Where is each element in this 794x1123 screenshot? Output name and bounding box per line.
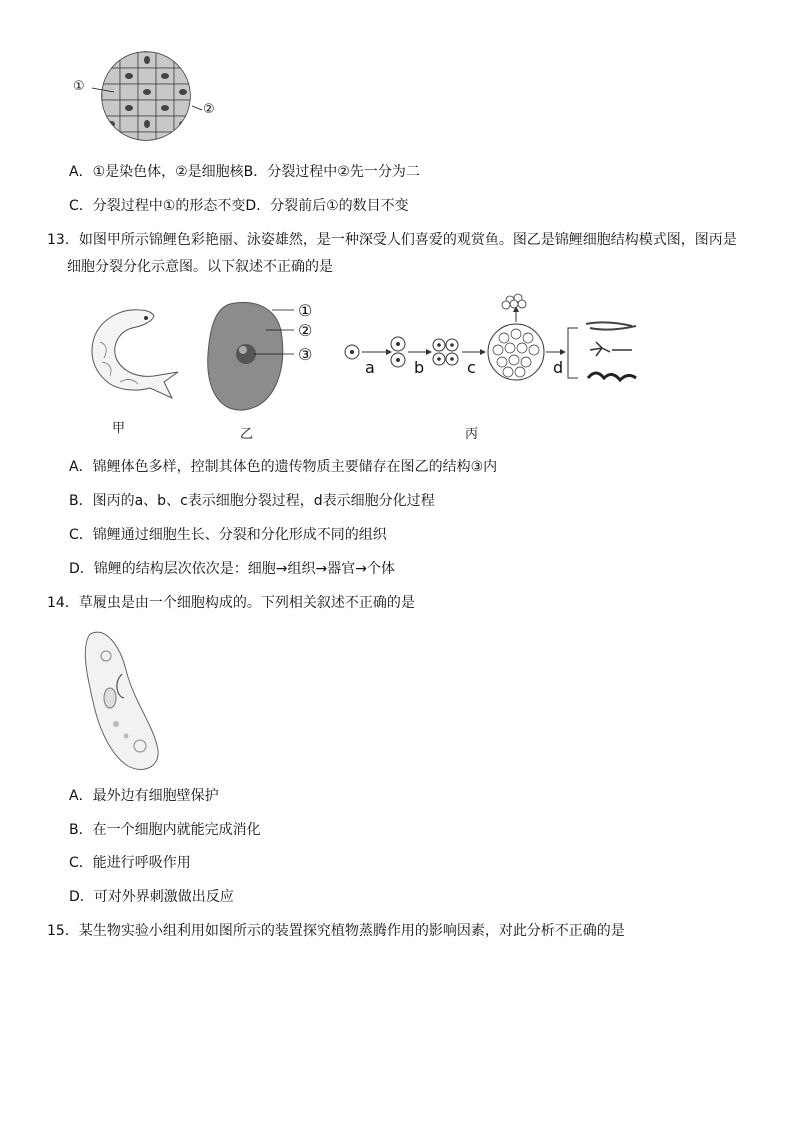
cell-label-1: ① (298, 301, 313, 320)
koi-fish-illustration (80, 302, 186, 402)
paramecium-illustration (76, 626, 166, 776)
q14-option-b: B．在一个细胞内就能完成消化 (69, 822, 261, 838)
fig-yi-caption: 乙 (240, 427, 254, 442)
q14-option-d: D．可对外界刺激做出反应 (69, 889, 234, 905)
q14-option-a: A．最外边有细胞壁保护 (69, 788, 219, 804)
q12-options-cd: C．分裂过程中①的形态不变D．分裂前后①的数目不变 (69, 198, 409, 214)
q12-options-ab: A．①是染色体，②是细胞核B．分裂过程中②先一分为二 (69, 164, 420, 180)
arrow-label-d: d (553, 358, 564, 377)
q14-option-c: C．能进行呼吸作用 (69, 855, 191, 871)
arrow-label-c: c (467, 358, 476, 377)
q14-stem: 14．草履虫是由一个细胞构成的。下列相关叙述不正确的是 (47, 595, 415, 611)
q13-option-c: C．锦鲤通过细胞生长、分裂和分化形成不同的组织 (69, 527, 387, 543)
q15-stem: 15．某生物实验小组利用如图所示的装置探究植物蒸腾作用的影响因素，对此分析不正确的是 (47, 923, 625, 939)
label-2: ② (203, 102, 215, 117)
fig-jia-caption: 甲 (112, 421, 126, 436)
q13-option-d: D．锦鲤的结构层次依次是：细胞→组织→器官→个体 (69, 561, 395, 577)
q13-stem-line2: 细胞分裂分化示意图。以下叙述不正确的是 (67, 259, 333, 275)
mitosis-micrograph (66, 40, 226, 150)
q13-option-b: B．图丙的a、b、c表示细胞分裂过程，d表示细胞分化过程 (69, 493, 435, 509)
q13-stem-line1: 13．如图甲所示锦鲤色彩艳丽、泳姿雄然，是一种深受人们喜爱的观赏鱼。图乙是锦鲤细胞结构模式图，图丙是 (47, 232, 737, 248)
cell-label-3: ③ (298, 345, 313, 364)
fig-bing-caption: 丙 (465, 427, 479, 442)
cell-division-diagram (340, 290, 660, 400)
label-1: ① (73, 79, 85, 94)
q13-option-a: A．锦鲤体色多样，控制其体色的遗传物质主要储存在图乙的结构③内 (69, 459, 498, 475)
arrow-label-b: b (414, 358, 425, 377)
arrow-label-a: a (365, 358, 375, 377)
cell-label-2: ② (298, 321, 313, 340)
